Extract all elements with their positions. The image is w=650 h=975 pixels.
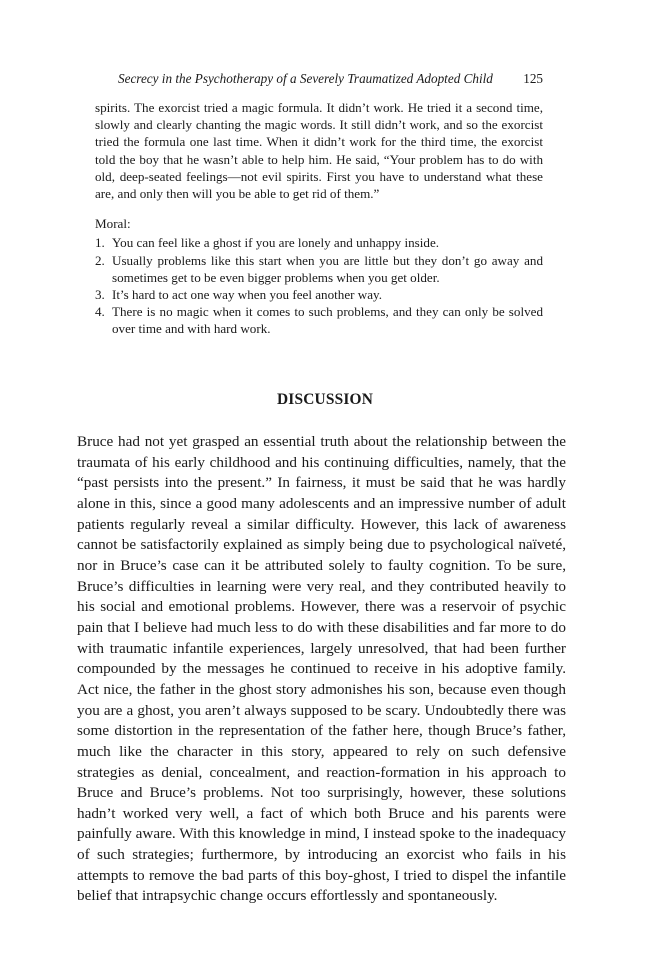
moral-item	[95, 303, 543, 337]
moral-label: Moral:	[95, 216, 131, 232]
page-number: 125	[523, 71, 543, 86]
section-heading-discussion: DISCUSSION	[276, 391, 374, 408]
moral-item-text: You can feel like a ghost if you are lonely and unhappy inside.	[112, 235, 440, 251]
discussion-body	[77, 432, 566, 907]
moral-item-text: There is no magic when it comes to such problems, and they can only be solved over time and with hard work.	[112, 304, 543, 337]
moral-item-number: 2.	[95, 252, 105, 268]
moral-item-text: It’s hard to act one way when you feel another way.	[112, 287, 383, 303]
story-paragraph: spirits. The exorcist tried a magic formula. It didn’t work. He tried it a second time, slowly and clearly chanting the magic words. It still didn’t work, and so the exorcist tried the formula one last time. When it didn’t work for the third time, the exorcist told the boy that he wasn’t able to help him. He said, “Your problem has to do with old, deep-seated feelings—not evil spirits. First you have to understand what these are, and only then will you be able to get rid of them.”	[95, 100, 543, 202]
moral-item	[95, 234, 543, 251]
moral-item-number: 4.	[95, 304, 105, 320]
moral-item-number: 1.	[95, 235, 105, 251]
discussion-paragraph: Bruce had not yet grasped an essential truth about the relationship between the traumata of his early childhood and his continuing difficulties, namely, that the “past persists into the present.” In fairness, it must be said that he was hardly alone in this, since a good many adolescents and an impressive number of adult patients regularly reveal a similar difficulty. However, this lack of awareness cannot be satisfactorily explained as simply being due to psychological naïveté, nor in Bruce’s case can it be attributed solely to faulty cognition. To be sure, Bruce’s difficulties in learning were very real, and they contributed heavily to his social and emotional problems. However, there was a reservoir of psychic pain that I believe had much less to do with these disabilities and far more to do with traumatic infantile experiences, largely unresolved, that had been further compounded by the messages he continued to receive in his adoptive family. Act nice, the father in the ghost story admonishes his son, because even though you are a ghost, you aren’t always supposed to be scary. Undoubtedly there was some distortion in the representation of the father here, though Bruce’s father, much like the character in this story, appeared to rely on such defensive strategies as denial, concealment, and reaction-formation in his approach to Bruce and Bruce’s problems. Not too surprisingly, however, these solutions hadn’t worked very well, a fact of which both Bruce and his parents were painfully aware. With this knowledge in mind, I instead spoke to the inadequacy of such strategies; furthermore, by introducing an exorcist who fails in his attempts to remove the bad parts of this boy-ghost, I tried to dispel the infantile belief that intrapsychic change occurs effortlessly and spontaneously.	[77, 433, 566, 905]
moral-item-number: 3.	[95, 287, 105, 303]
moral-item-text: Usually problems like this start when you are little but they don’t go away and sometimes get to be even bigger problems when you get older.	[112, 252, 543, 285]
moral-item	[95, 286, 543, 303]
ghost-story-excerpt	[95, 99, 543, 338]
running-head	[118, 71, 543, 87]
moral-item	[95, 252, 543, 286]
running-head-title: Secrecy in the Psychotherapy of a Severely Traumatized Adopted Child	[118, 71, 493, 86]
moral-list	[95, 234, 543, 337]
